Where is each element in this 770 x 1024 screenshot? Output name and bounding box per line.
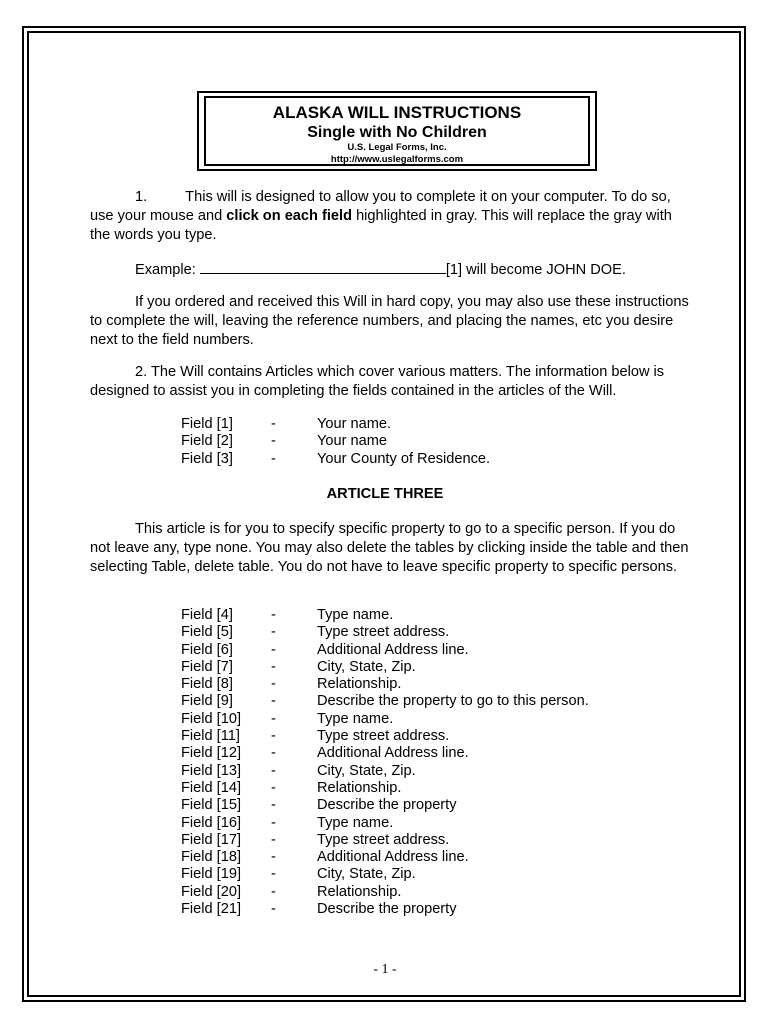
field-list-general [181,416,490,468]
title-box [204,96,590,166]
field-description: Additional Address line. [317,641,469,658]
field-dash: - [271,728,276,745]
field-dash: - [271,866,276,883]
field-description: Type name. [317,607,394,623]
field-description: Describe the property to go to this person. [317,693,589,710]
field-description: Additional Address line. [317,745,469,762]
field-row [181,901,589,918]
field-row [181,763,589,780]
field-dash: - [271,658,276,675]
example-after-text: [1] will become JOHN DOE. [445,262,626,278]
field-label: Field [12] [181,745,242,762]
field-dash: - [271,676,276,693]
field-row [181,416,490,433]
field-description: Type street address. [317,624,450,641]
field-row [181,676,589,693]
field-dash: - [271,745,276,762]
field-label: Field [10] [181,710,242,727]
field-row [181,884,589,901]
field-row [181,433,490,450]
field-description: Type name. [317,814,394,831]
field-label: Field [1] [181,416,233,432]
field-row [181,815,589,832]
field-description: Describe the property [317,901,457,918]
field-row [181,780,589,797]
field-label: Field [20] [181,883,242,900]
field-label: Field [5] [181,624,233,641]
field-row [181,866,589,883]
document-subtitle: Single with No Children [307,124,487,141]
field-row [181,849,589,866]
field-row [181,624,589,641]
example-blank-line [200,259,446,274]
field-row [181,728,589,745]
field-description: Relationship. [317,779,402,796]
field-label: Field [2] [181,433,233,450]
field-row [181,832,589,849]
field-dash: - [271,831,276,848]
field-label: Field [13] [181,762,242,779]
company-name: U.S. Legal Forms, Inc. [347,142,447,153]
field-row [181,451,490,468]
field-dash: - [271,710,276,727]
field-description: Your name. [317,416,392,432]
field-row [181,693,589,710]
field-dash: - [271,693,276,710]
field-label: Field [15] [181,797,242,814]
field-description: Relationship. [317,883,402,900]
field-dash: - [271,883,276,900]
field-description: City, State, Zip. [317,658,416,675]
field-label: Field [14] [181,779,242,796]
example-line [90,259,692,280]
field-description: City, State, Zip. [317,762,416,779]
field-dash: - [271,849,276,866]
field-row [181,642,589,659]
field-description: Type name. [317,710,394,727]
article-three-paragraph [90,520,692,577]
field-list-article-three [181,607,589,918]
paragraph-2-text: 2. The Will contains Articles which cover various matters. The information below is designed to assist you in completing the fields contained in the articles of the Will. [90,364,665,399]
field-row [181,607,589,624]
hardcopy-paragraph [90,293,692,350]
field-label: Field [21] [181,901,242,918]
paragraph-text-a: This will is designed to allow you to complete it on your computer. To do so, use your mouse and [90,189,671,224]
field-row [181,711,589,728]
field-dash: - [271,762,276,779]
field-description: Relationship. [317,676,402,693]
field-description: Your name [317,433,388,450]
field-row [181,659,589,676]
field-label: Field [9] [181,693,233,710]
field-dash: - [271,624,276,641]
field-dash: - [271,450,276,467]
instruction-paragraph-2 [90,363,692,401]
company-url: http://www.uslegalforms.com [330,154,464,165]
field-label: Field [16] [181,814,242,831]
field-label: Field [11] [181,728,240,745]
paragraph-bold-text: click on each field [226,208,353,224]
article-three-heading: ARTICLE THREE [326,486,444,502]
paragraph-text-b: highlighted in gray. This will replace the gray with the words you type. [90,208,672,243]
example-label: Example: [135,262,196,278]
hardcopy-text: If you ordered and received this Will in hard copy, you may also use these instructions to complete the will, leaving the reference numbers, and placing the names, etc you desire next to the field numbers. [90,294,689,348]
field-dash: - [271,797,276,814]
paragraph-number: 1. [135,189,148,205]
instruction-paragraph-1 [90,188,692,245]
field-dash: - [271,641,276,658]
field-label: Field [18] [181,849,242,866]
field-description: Describe the property [317,797,457,814]
field-description: Type street address. [317,831,450,848]
field-description: Your County of Residence. [317,450,491,467]
field-dash: - [271,814,276,831]
field-dash: - [271,433,276,450]
field-row [181,745,589,762]
field-label: Field [6] [181,641,233,658]
field-dash: - [271,607,276,623]
field-description: City, State, Zip. [317,866,416,883]
field-label: Field [4] [181,607,233,623]
field-label: Field [8] [181,676,233,693]
field-dash: - [271,779,276,796]
article-three-text: This article is for you to specify specific property to go to a specific person. If you do not leave any, type none. You may also delete the tables by clicking inside the table and then selecting Table, delete table. You do not have to leave specific property to specific persons. [90,521,689,575]
page-number: - 1 - [373,962,397,977]
field-description: Additional Address line. [317,849,469,866]
field-label: Field [7] [181,658,233,675]
field-row [181,797,589,814]
document-title: ALASKA WILL INSTRUCTIONS [272,103,522,122]
field-description: Type street address. [317,728,450,745]
field-label: Field [17] [181,831,242,848]
field-dash: - [271,901,276,918]
field-dash: - [271,416,276,432]
field-label: Field [3] [181,450,233,467]
field-label: Field [19] [181,866,242,883]
